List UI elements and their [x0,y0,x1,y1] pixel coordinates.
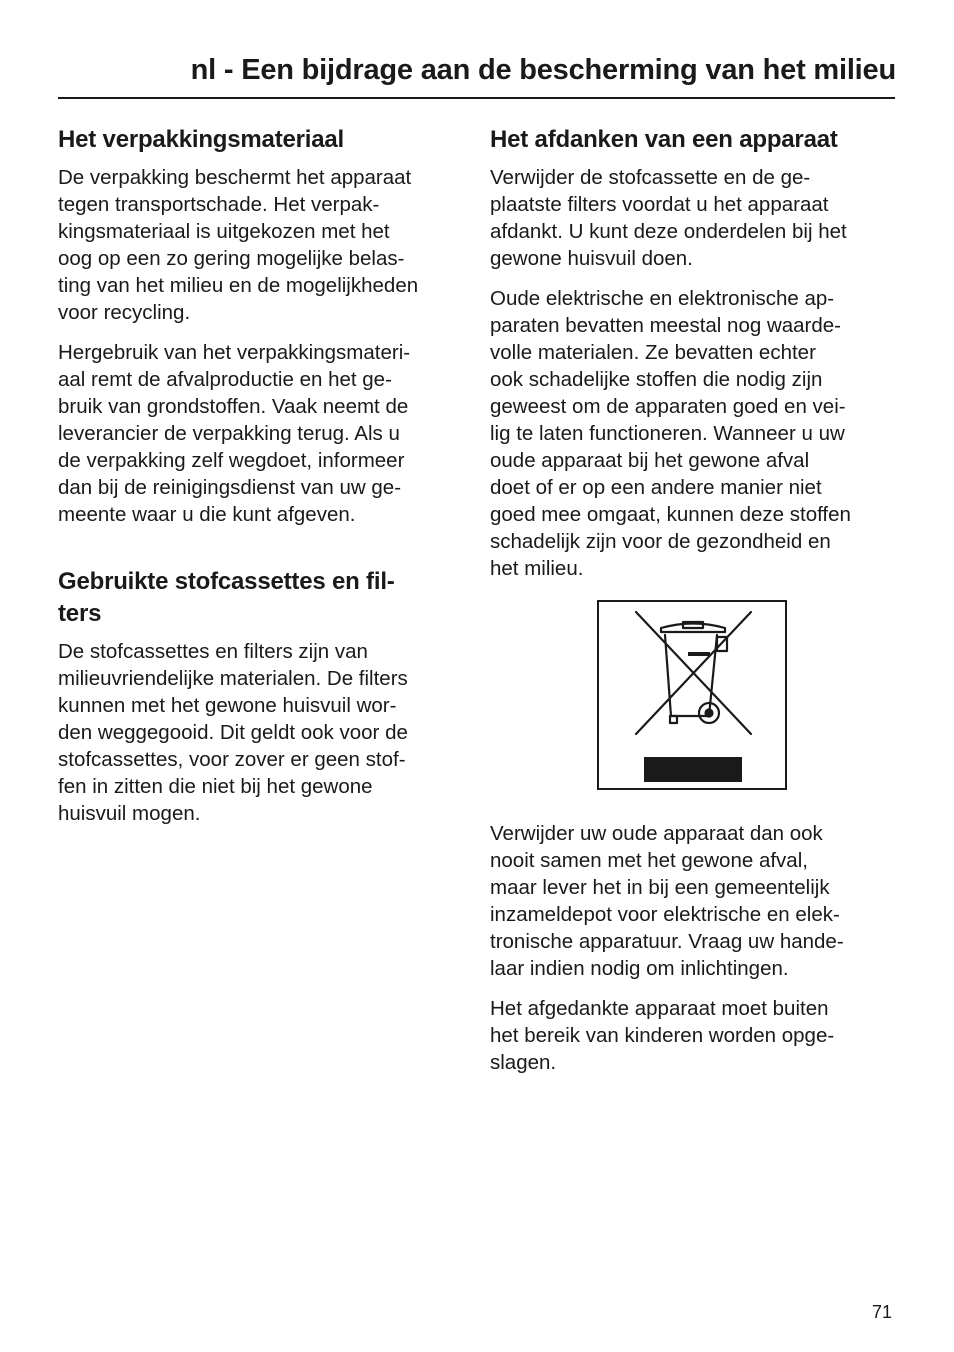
page-number: 71 [871,1302,892,1322]
section-heading-disposal: Het afdanken van een apparaat [490,126,838,153]
left-column [58,124,468,840]
title-divider [58,97,895,99]
weee-symbol-frame [597,600,787,790]
disposal-paragraph-4: Het afgedankte apparaat moet buiten het bereik van kinderen worden opge- slagen. [490,997,835,1074]
disposal-paragraph-2: Oude elektrische en elektronische ap- paraten bevatten meestal nog waarde- volle materialen. Ze bevatten echter ook schadelijke stoffen die nodig zijn geweest om de apparaten goed en vei- lig te laten functioneren. Wanneer u uw oude apparaat bij het gewone afval doet of er op een andere manier niet goed mee omgaat, kunnen deze stoffen schadelijk zijn voor de gezondheid en het milieu. [490,287,851,580]
packaging-paragraph-1: De verpakking beschermt het apparaat tegen transportschade. Het verpak- kingsmateriaal is uitgekozen met het oog op een zo gering mogelijke belas- ting van het milieu en de mogelijkheden voor recycling. [58,166,419,324]
section-heading-packaging: Het verpakkingsmateriaal [58,126,345,153]
section-heading-dust-cassettes: Gebruikte stofcassettes en fil- ters [58,568,395,627]
dust-cassettes-paragraph: De stofcassettes en filters zijn van milieuvriendelijke materialen. De filters kunnen met het gewone huisvuil wor- den weggegooid. Dit geldt ook voor de stofcassettes, voor zover er geen stof- fen in zitten die niet bij het gewone huisvuil mogen. [58,640,408,825]
right-column [490,124,900,1089]
crossed-out-wheelie-bin-icon [599,602,785,788]
page-title: nl - Een bijdrage aan de bescherming van het milieu [190,54,896,86]
packaging-paragraph-2: Hergebruik van het verpakkingsmateri- aal remt de afvalproductie en het ge- bruik van grondstoffen. Vaak neemt de leverancier de verpakking terug. Als u de verpakking zelf wegdoet, informeer dan bij de reinigingsdienst van uw ge- meente waar u die kunt afgeven. [58,341,411,526]
disposal-paragraph-3: Verwijder uw oude apparaat dan ook nooit samen met het gewone afval, maar lever het in bij een gemeentelijk inzameldepot voor elektrische en elek- tronische apparatuur. Vraag uw hande- laar indien nodig om inlichtingen. [490,822,844,980]
disposal-paragraph-1: Verwijder de stofcassette en de ge- plaatste filters voordat u het apparaat afdankt. U kunt deze onderdelen bij het gewone huisvuil doen. [490,166,847,270]
